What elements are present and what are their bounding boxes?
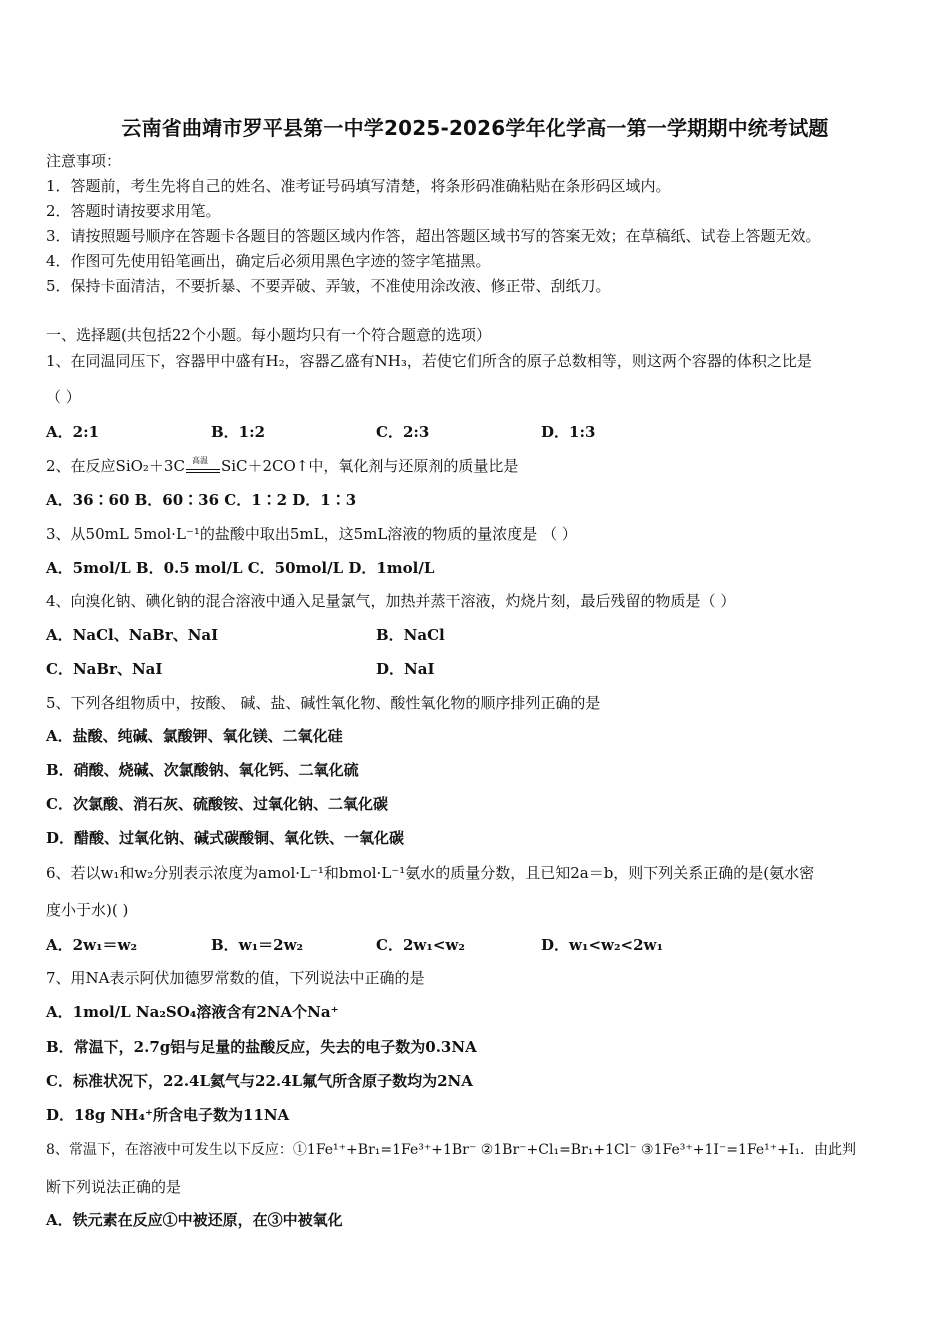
- q5-option-c: C．次氯酸、消石灰、硫酸铵、过氧化钠、二氧化碳: [46, 795, 388, 813]
- notice-heading: 注意事项：: [46, 152, 122, 170]
- q8-option-a: A．铁元素在反应①中被还原，在③中被氧化: [46, 1211, 343, 1229]
- q2-stem-pre: 2、在反应SiO₂＋3C: [46, 457, 185, 475]
- q6-option-d: D．w₁<w₂<2w₁: [541, 936, 664, 954]
- q4-option-c: C．NaBr、NaI: [46, 660, 163, 678]
- notice-item-2: 2．答题时请按要求用笔。: [46, 202, 221, 220]
- q6-option-b: B．w₁＝2w₂: [211, 936, 304, 954]
- q1-option-c: C．2:3: [376, 423, 430, 441]
- q7-option-d: D．18g NH₄⁺所含电子数为11NA: [46, 1106, 290, 1124]
- notice-item-5: 5．保持卡面清洁，不要折暴、不要弄破、弄皱，不准使用涂改液、修正带、刮纸刀。: [46, 277, 611, 295]
- q7-option-c: C．标准状况下，22.4L氦气与22.4L氟气所含原子数均为2NA: [46, 1072, 473, 1090]
- q5-stem: 5、下列各组物质中，按酸、 碱、盐、碱性氧化物、酸性氧化物的顺序排列正确的是: [46, 694, 601, 712]
- q5-option-a: A．盐酸、纯碱、氯酸钾、氧化镁、二氧化硅: [46, 727, 343, 745]
- notice-item-4: 4．作图可先使用铅笔画出，确定后必须用黑色字迹的签字笔描黑。: [46, 252, 491, 270]
- q6-option-c: C．2w₁<w₂: [376, 936, 465, 954]
- reaction-condition: 高温: [191, 456, 208, 465]
- q3-stem: 3、从50mL 5mol·L⁻¹的盐酸中取出5mL，这5mL溶液的物质的量浓度是 （ ）: [46, 525, 577, 543]
- q1-option-b: B．1:2: [211, 423, 266, 441]
- q1-stem-paren: （ ）: [46, 388, 81, 406]
- q8-stem-cont: 断下列说法正确的是: [46, 1178, 182, 1196]
- q6-stem: 6、若以w₁和w₂分别表示浓度为amol·L⁻¹和bmol·L⁻¹氨水的质量分数，且已知2a＝b，则下列关系正确的是(氨水密: [46, 864, 815, 882]
- q6-option-a: A．2w₁＝w₂: [46, 936, 138, 954]
- notice-item-1: 1．答题前，考生先将自己的姓名、准考证号码填写清楚，将条形码准确粘贴在条形码区域内。: [46, 177, 671, 195]
- reaction-condition-sign: [186, 456, 220, 474]
- equal-bar-bottom: [186, 472, 220, 473]
- q7-stem: 7、用NA表示阿伏加德罗常数的值，下列说法中正确的是: [46, 969, 425, 987]
- q4-stem: 4、向溴化钠、碘化钠的混合溶液中通入足量氯气，加热并蒸干溶液，灼烧片刻，最后残留的物质是（ ）: [46, 592, 736, 610]
- q8-stem: 8、常温下，在溶液中可发生以下反应：①1Fe¹⁺+Br₁=1Fe³⁺+1Br⁻ ②1Br⁻+Cl₁=Br₁+1Cl⁻ ③1Fe³⁺+1I⁻=1Fe¹⁺+I₁．由此判: [46, 1142, 857, 1158]
- q5-option-b: B．硝酸、烧碱、次氯酸钠、氧化钙、二氧化硫: [46, 761, 359, 779]
- q7-option-a: A．1mol/L Na₂SO₄溶液含有2NA个Na⁺: [46, 1003, 339, 1021]
- q4-option-d: D．NaI: [376, 660, 435, 678]
- q1-option-a: A．2:1: [46, 423, 100, 441]
- q4-option-b: B．NaCl: [376, 626, 445, 644]
- page-title: 云南省曲靖市罗平县第一中学2025-2026学年化学高一第一学期期中统考试题: [121, 116, 829, 140]
- q1-option-d: D．1:3: [541, 423, 596, 441]
- q4-option-a: A．NaCl、NaBr、NaI: [46, 626, 219, 644]
- section-heading: 一、选择题(共包括22个小题。每小题均只有一个符合题意的选项）: [46, 326, 491, 344]
- notice-item-3: 3．请按照题号顺序在答题卡各题目的答题区域内作答，超出答题区域书写的答案无效；在草稿纸、试卷上答题无效。: [46, 227, 821, 245]
- q2-stem-post: SiC＋2CO↑中，氧化剂与还原剂的质量比是: [220, 457, 519, 475]
- q2-stem: [46, 456, 518, 476]
- q5-option-d: D．醋酸、过氧化钠、碱式碳酸铜、氧化铁、一氧化碳: [46, 829, 405, 847]
- q2-options: A．36∶60 B．60∶36 C．1∶2 D．1∶3: [46, 491, 357, 509]
- equal-bar-top: [186, 469, 220, 470]
- q7-option-b: B．常温下，2.7g铝与足量的盐酸反应，失去的电子数为0.3NA: [46, 1038, 477, 1056]
- q1-stem: 1、在同温同压下，容器甲中盛有H₂，容器乙盛有NH₃，若使它们所含的原子总数相等，则这两个容器的体积之比是: [46, 352, 812, 370]
- q3-options: A．5mol/L B．0.5 mol/L C．50mol/L D．1mol/L: [46, 559, 435, 577]
- q6-stem-cont: 度小于水)( ): [46, 901, 129, 919]
